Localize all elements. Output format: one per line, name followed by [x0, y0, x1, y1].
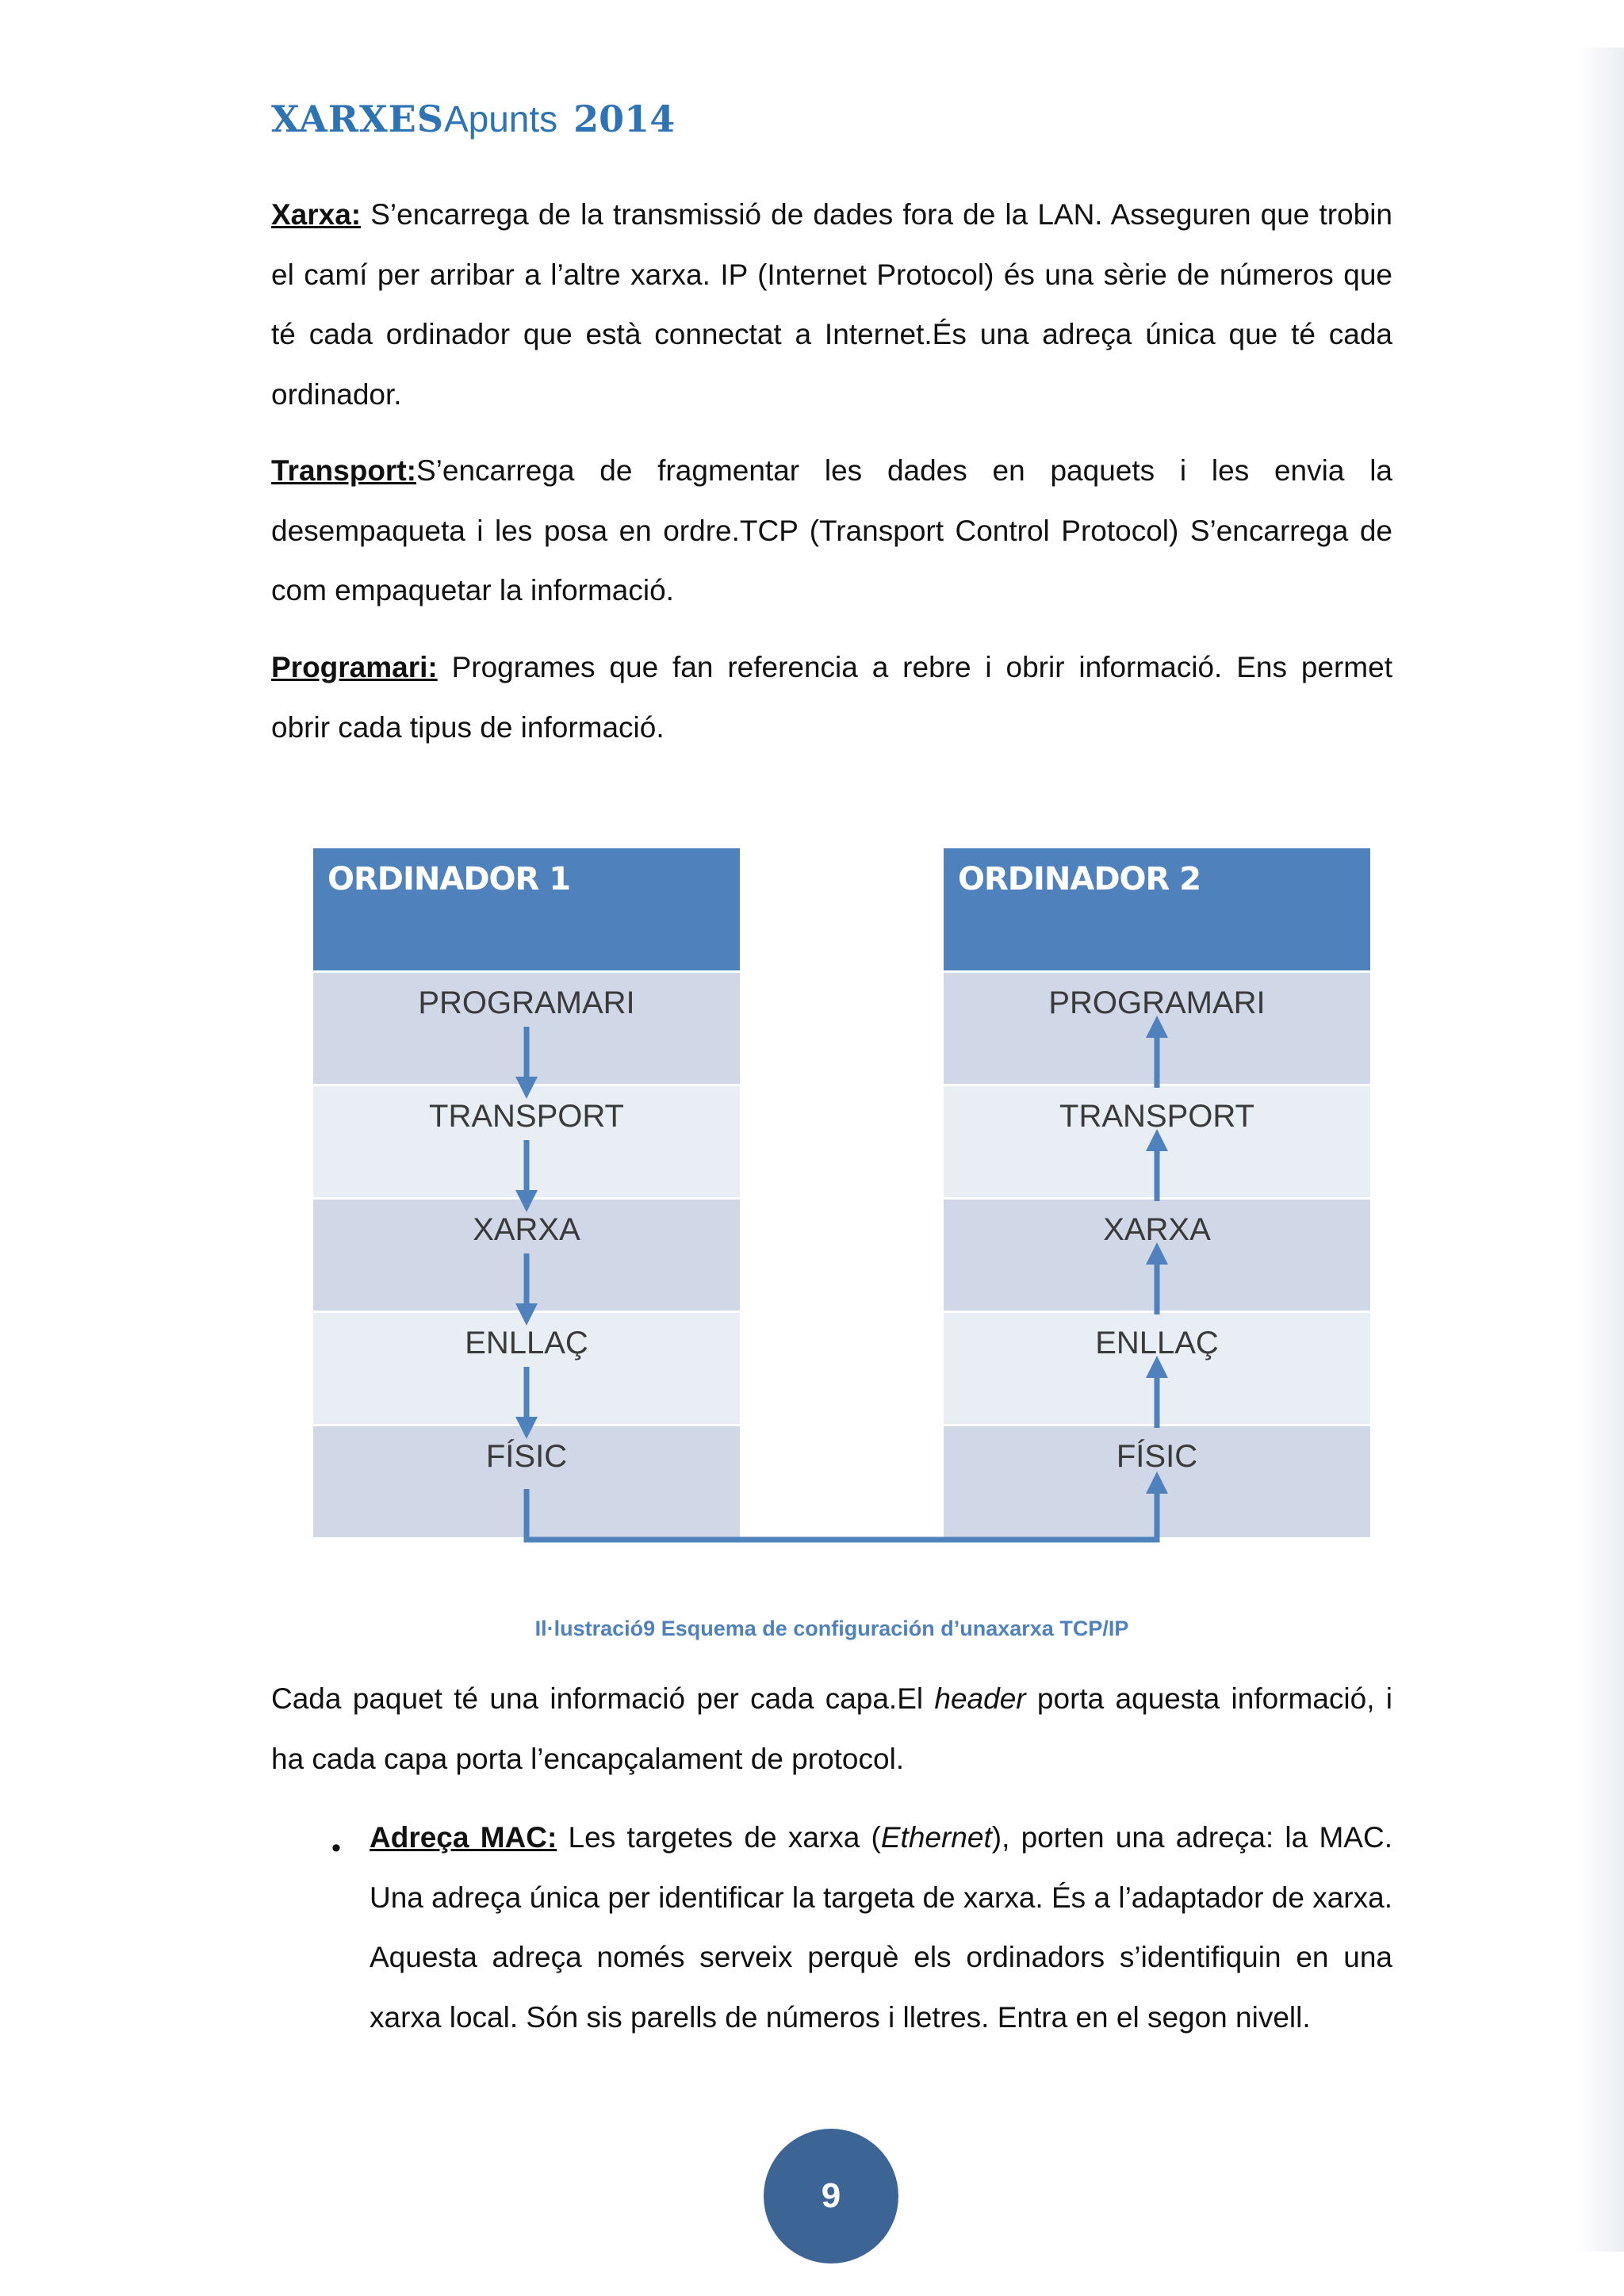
paragraph-transport	[271, 441, 1392, 621]
paragraph-xarxa-text: S’encarrega de la transmissió de dades fora de la LAN. Asseguren que trobin el camí per arribar a l’altre xarxa. IP (Internet Protocol) és una sèrie de números que té cada ordinador que està connectat a Internet.És una adreça única que té cada ordinador.	[271, 198, 1392, 411]
bullet-text-after: ), porten una adreça: la MAC. Una adreça única per identificar la targeta de xarxa. És a l’adaptador de xarxa. Aquesta adreça només serveix perquè els ordinadors s’identifiquin en una xarxa local. Són sis parells de números i lletres. Entra en el segon nivell.	[370, 1821, 1392, 2034]
header-title	[271, 94, 675, 144]
bullet-marker: •	[331, 1833, 341, 1863]
layer-transport: TRANSPORT	[944, 1086, 1370, 1197]
layer-programari: PROGRAMARI	[944, 973, 1370, 1084]
packet-text-after: porta aquesta informació, i ha cada capa porta l’encapçalament de protocol.	[271, 1682, 1392, 1775]
figure-caption: Il·lustració9 Esquema de configuración d’unaxarxa TCP/IP	[534, 1617, 1129, 1640]
page-edge-shadow	[1576, 48, 1624, 2252]
header-brand: XARXES	[271, 98, 444, 140]
layer-fisic: FÍSIC	[313, 1426, 740, 1537]
layer-xarxa: XARXA	[944, 1200, 1370, 1311]
term-xarxa: Xarxa:	[271, 198, 362, 231]
term-programari: Programari:	[271, 651, 438, 683]
physical-link-connector	[527, 1483, 1157, 1540]
computer-2-title: ORDINADOR 2	[944, 848, 1370, 970]
bullet-mac-address	[370, 1808, 1392, 2047]
paragraph-transport-text: S’encarrega de fragmentar les dades en paquets i les envia la desempaqueta i les posa en ordre.TCP (Transport Control Protocol) S’encarrega de com empaquetar la informació.	[271, 454, 1392, 607]
layer-enllac: ENLLAÇ	[313, 1313, 740, 1424]
header-year: 2014	[573, 98, 676, 140]
computer-1-title: ORDINADOR 1	[313, 848, 740, 970]
data-flow-arrows	[313, 848, 1372, 1546]
term-transport: Transport:	[271, 454, 416, 487]
paragraph-xarxa	[271, 185, 1392, 424]
layer-fisic: FÍSIC	[944, 1426, 1370, 1537]
bullet-text-before: Les targetes de xarxa (	[557, 1821, 881, 1854]
bullet-text-emphasis: Ethernet	[880, 1821, 992, 1854]
layer-enllac: ENLLAÇ	[944, 1313, 1370, 1424]
packet-text-emphasis: header	[934, 1682, 1026, 1715]
paragraph-programari-text: Programes que fan referencia a rebre i obrir informació. Ens permet obrir cada tipus de informació.	[271, 651, 1392, 744]
packet-text-before: Cada paquet té una informació per cada capa.El	[271, 1682, 935, 1715]
page-number: 9	[764, 2129, 898, 2263]
layer-xarxa: XARXA	[313, 1200, 740, 1311]
term-mac-address: Adreça MAC:	[370, 1821, 557, 1854]
paragraph-programari	[271, 637, 1392, 757]
header-subtitle: Apunts	[443, 98, 558, 140]
layer-programari: PROGRAMARI	[313, 973, 740, 1084]
tcp-ip-diagram	[313, 848, 1372, 1546]
layer-transport: TRANSPORT	[313, 1086, 740, 1197]
paragraph-packet	[271, 1669, 1392, 1789]
